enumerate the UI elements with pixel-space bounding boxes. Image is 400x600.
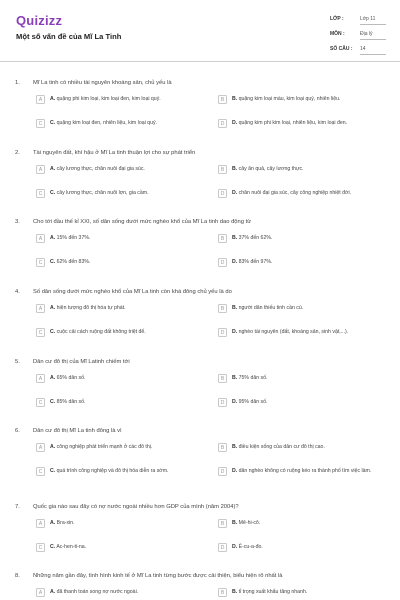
option-b[interactable] <box>218 442 396 456</box>
option-letter: C. <box>50 120 56 126</box>
meta-label: SỐ CÂU : <box>330 46 353 52</box>
question-8 <box>0 573 400 600</box>
option-d[interactable] <box>218 188 396 202</box>
option-c[interactable] <box>36 327 214 341</box>
option-box[interactable]: B <box>218 165 227 174</box>
option-box[interactable]: D <box>218 328 227 337</box>
question-text: Cho tới đầu thế kỉ XXI, số dân sống dưới mức nghèo khổ của Mĩ La tinh dao động từ <box>33 219 252 225</box>
option-letter: A. <box>50 305 56 311</box>
option-box[interactable]: C <box>36 119 45 128</box>
option-box[interactable]: A <box>36 165 45 174</box>
meta-label: LỚP : <box>330 16 344 22</box>
question-number: 3. <box>15 219 20 225</box>
option-letter: C. <box>50 468 56 474</box>
option-box[interactable]: B <box>218 95 227 104</box>
option-text <box>232 399 396 406</box>
option-label: quặng kim loại đen, nhiên liệu, kim loại quý. <box>56 120 157 126</box>
option-text <box>232 468 396 475</box>
option-a[interactable] <box>36 373 214 387</box>
option-letter: C. <box>50 190 56 196</box>
option-label: 37% đến 62%. <box>238 235 273 241</box>
option-text <box>50 235 214 242</box>
option-a[interactable] <box>36 587 214 600</box>
option-label: nghèo tài nguyên (đất, khoáng sản, sinh vật,...). <box>238 329 349 335</box>
option-c[interactable] <box>36 397 214 411</box>
option-box[interactable]: B <box>218 374 227 383</box>
option-text <box>50 166 214 173</box>
option-d[interactable] <box>218 466 396 480</box>
option-box[interactable]: C <box>36 328 45 337</box>
option-box[interactable]: B <box>218 304 227 313</box>
option-letter: B. <box>232 589 238 595</box>
option-c[interactable] <box>36 188 214 202</box>
option-text <box>50 305 214 312</box>
question-1 <box>0 80 400 150</box>
option-label: cây ăn quả, cây lương thực. <box>238 166 304 172</box>
option-b[interactable] <box>218 518 396 532</box>
question-number: 4. <box>15 289 20 295</box>
question-2 <box>0 150 400 220</box>
option-text <box>232 589 396 596</box>
option-letter: C. <box>50 399 56 405</box>
option-text <box>232 375 396 382</box>
question-6 <box>0 428 400 498</box>
question-text: Quốc gia nào sau đây có nợ nước ngoài nhiều hơn GDP của mình (năm 2004)? <box>33 504 239 510</box>
question-7 <box>0 504 400 574</box>
option-text <box>232 329 396 336</box>
option-box[interactable]: A <box>36 443 45 452</box>
question-text: Dân cư đô thị của Mĩ Latinh chiếm tới <box>33 359 130 365</box>
option-label: quặng kim loại màu, kim loại quý, nhiên liệu. <box>238 96 341 102</box>
option-label: cuộc cải cách ruộng đất không triệt để. <box>56 329 146 335</box>
option-label: 85% dân số. <box>56 399 86 405</box>
option-box[interactable]: C <box>36 189 45 198</box>
option-text <box>232 166 396 173</box>
option-label: 75% dân số. <box>238 375 268 381</box>
option-text <box>232 305 396 312</box>
option-label: quặng kim phi kim loại, nhiên liệu, kim loại đen. <box>238 120 348 126</box>
option-box[interactable]: C <box>36 467 45 476</box>
option-label: công nghiệp phát triển mạnh ở các đô thị. <box>56 444 153 450</box>
meta-value: Địa lý <box>360 31 373 37</box>
question-number: 5. <box>15 359 20 365</box>
option-box[interactable]: A <box>36 234 45 243</box>
option-text <box>50 589 214 596</box>
option-label: hiện tượng đô thị hóa tự phát. <box>56 305 126 311</box>
option-text <box>50 544 214 551</box>
question-5 <box>0 359 400 429</box>
option-label: 83% đến 97%. <box>238 259 273 265</box>
question-text: Tài nguyên đất, khí hậu ở Mĩ La tinh thuận lợi cho sự phát triển <box>33 150 196 156</box>
option-letter: A. <box>50 444 56 450</box>
option-box[interactable]: A <box>36 588 45 597</box>
option-box[interactable]: A <box>36 374 45 383</box>
question-number: 7. <box>15 504 20 510</box>
option-label: dân nghèo không có ruộng kéo ra thành phố tìm việc làm. <box>238 468 372 474</box>
option-text <box>232 544 396 551</box>
option-text <box>50 520 214 527</box>
option-text <box>232 235 396 242</box>
option-a[interactable] <box>36 442 214 456</box>
option-letter: C. <box>50 259 56 265</box>
option-label: 15% đến 37%. <box>56 235 91 241</box>
question-text: Những năm gần đây, tình hình kinh tế ở Mĩ La tinh từng bước được cải thiện, biểu hiện rõ nhất là <box>33 573 283 579</box>
question-text: Số dân sống dưới mức nghèo khổ của Mĩ La tinh còn khá đông chủ yếu là do <box>33 289 232 295</box>
question-4 <box>0 289 400 359</box>
option-box[interactable]: D <box>218 189 227 198</box>
option-label: điều kiện sống của dân cư đô thị cao. <box>238 444 325 450</box>
question-number: 1. <box>15 80 20 86</box>
option-d[interactable] <box>218 327 396 341</box>
option-letter: B. <box>232 166 238 172</box>
option-letter: B. <box>232 375 238 381</box>
meta-underline <box>360 54 386 55</box>
option-text <box>232 520 396 527</box>
option-d[interactable] <box>218 397 396 411</box>
option-box[interactable]: C <box>36 543 45 552</box>
option-text <box>50 96 214 103</box>
option-letter: B. <box>232 235 238 241</box>
option-letter: B. <box>232 305 238 311</box>
meta-label: MÔN : <box>330 31 345 37</box>
option-label: Bra-xin. <box>56 520 75 526</box>
option-letter: A. <box>50 235 56 241</box>
option-label: người dân thiếu tinh cần cù. <box>238 305 304 311</box>
option-d[interactable] <box>218 118 396 132</box>
option-text <box>232 444 396 451</box>
option-letter: D. <box>232 468 238 474</box>
option-letter: D. <box>232 259 238 265</box>
option-text <box>50 120 214 127</box>
option-label: quặng phi kim loại, kim loại đen, kim loại quý. <box>56 96 161 102</box>
question-text: Mĩ La tinh có nhiều tài nguyên khoáng sản, chủ yếu là <box>33 80 172 86</box>
option-box[interactable]: D <box>218 467 227 476</box>
option-c[interactable] <box>36 118 214 132</box>
option-box[interactable]: D <box>218 398 227 407</box>
option-letter: A. <box>50 375 56 381</box>
option-a[interactable] <box>36 164 214 178</box>
option-label: đã thanh toán song nợ nước ngoài. <box>56 589 139 595</box>
option-label: quá trình công nghiệp và đô thị hóa diễn ra sớm. <box>56 468 169 474</box>
option-box[interactable]: C <box>36 398 45 407</box>
option-label: Ac-hen-ti-na. <box>56 544 87 550</box>
option-box[interactable]: D <box>218 543 227 552</box>
option-label: 62% đến 83%. <box>56 259 91 265</box>
option-b[interactable] <box>218 233 396 247</box>
option-c[interactable] <box>36 466 214 480</box>
option-label: Mê-hi-cô. <box>238 520 261 526</box>
option-box[interactable]: A <box>36 519 45 528</box>
option-b[interactable] <box>218 94 396 108</box>
option-a[interactable] <box>36 303 214 317</box>
meta-value: 14 <box>360 46 366 52</box>
option-text <box>50 190 214 197</box>
question-text: Dân cư đô thị Mĩ La tinh đông là vì <box>33 428 122 434</box>
page-title: Một số vấn đề của Mĩ La Tinh <box>16 32 122 41</box>
option-text <box>50 259 214 266</box>
option-label: cây lương thực, chăn nuôi đại gia súc. <box>56 166 145 172</box>
option-b[interactable] <box>218 373 396 387</box>
option-letter: B. <box>232 444 238 450</box>
option-letter: C. <box>50 544 56 550</box>
option-text <box>232 120 396 127</box>
option-box[interactable]: D <box>218 119 227 128</box>
option-box[interactable]: D <box>218 258 227 267</box>
option-letter: A. <box>50 589 56 595</box>
option-text <box>50 329 214 336</box>
option-letter: B. <box>232 520 238 526</box>
quizizz-logo: Quizizz <box>16 13 63 28</box>
option-a[interactable] <box>36 518 214 532</box>
option-label: Ê-cu-a-đo. <box>238 544 263 550</box>
option-letter: D. <box>232 399 238 405</box>
question-number: 8. <box>15 573 20 579</box>
option-b[interactable] <box>218 587 396 600</box>
option-b[interactable] <box>218 303 396 317</box>
meta-underline <box>360 24 386 25</box>
option-letter: D. <box>232 120 238 126</box>
option-letter: D. <box>232 190 238 196</box>
option-b[interactable] <box>218 164 396 178</box>
option-label: cây lương thực, chăn nuôi lợn, gia cầm. <box>56 190 149 196</box>
option-text <box>50 399 214 406</box>
worksheet-header <box>0 0 400 62</box>
option-c[interactable] <box>36 257 214 271</box>
meta-underline <box>360 39 386 40</box>
option-text <box>232 190 396 197</box>
option-text <box>232 259 396 266</box>
option-text <box>50 444 214 451</box>
question-3 <box>0 219 400 289</box>
option-d[interactable] <box>218 542 396 556</box>
option-letter: B. <box>232 96 238 102</box>
question-number: 6. <box>15 428 20 434</box>
option-letter: D. <box>232 544 238 550</box>
option-box[interactable]: B <box>218 519 227 528</box>
question-number: 2. <box>15 150 20 156</box>
option-a[interactable] <box>36 94 214 108</box>
option-a[interactable] <box>36 233 214 247</box>
option-text <box>50 375 214 382</box>
option-letter: A. <box>50 96 56 102</box>
meta-value: Lớp 11 <box>360 16 376 22</box>
option-box[interactable]: B <box>218 443 227 452</box>
option-d[interactable] <box>218 257 396 271</box>
option-letter: D. <box>232 329 238 335</box>
option-label: 65% dân số. <box>56 375 86 381</box>
option-box[interactable]: B <box>218 588 227 597</box>
option-box[interactable]: A <box>36 95 45 104</box>
option-letter: C. <box>50 329 56 335</box>
option-label: 95% dân số. <box>238 399 268 405</box>
option-label: tỉ trọng xuất khẩu tăng nhanh. <box>238 589 308 595</box>
option-letter: A. <box>50 166 56 172</box>
option-box[interactable]: B <box>218 234 227 243</box>
option-box[interactable]: C <box>36 258 45 267</box>
option-label: chăn nuôi đại gia súc, cây công nghiệp nhiệt đới. <box>238 190 352 196</box>
option-c[interactable] <box>36 542 214 556</box>
option-letter: A. <box>50 520 56 526</box>
option-box[interactable]: A <box>36 304 45 313</box>
option-text <box>50 468 214 475</box>
option-text <box>232 96 396 103</box>
